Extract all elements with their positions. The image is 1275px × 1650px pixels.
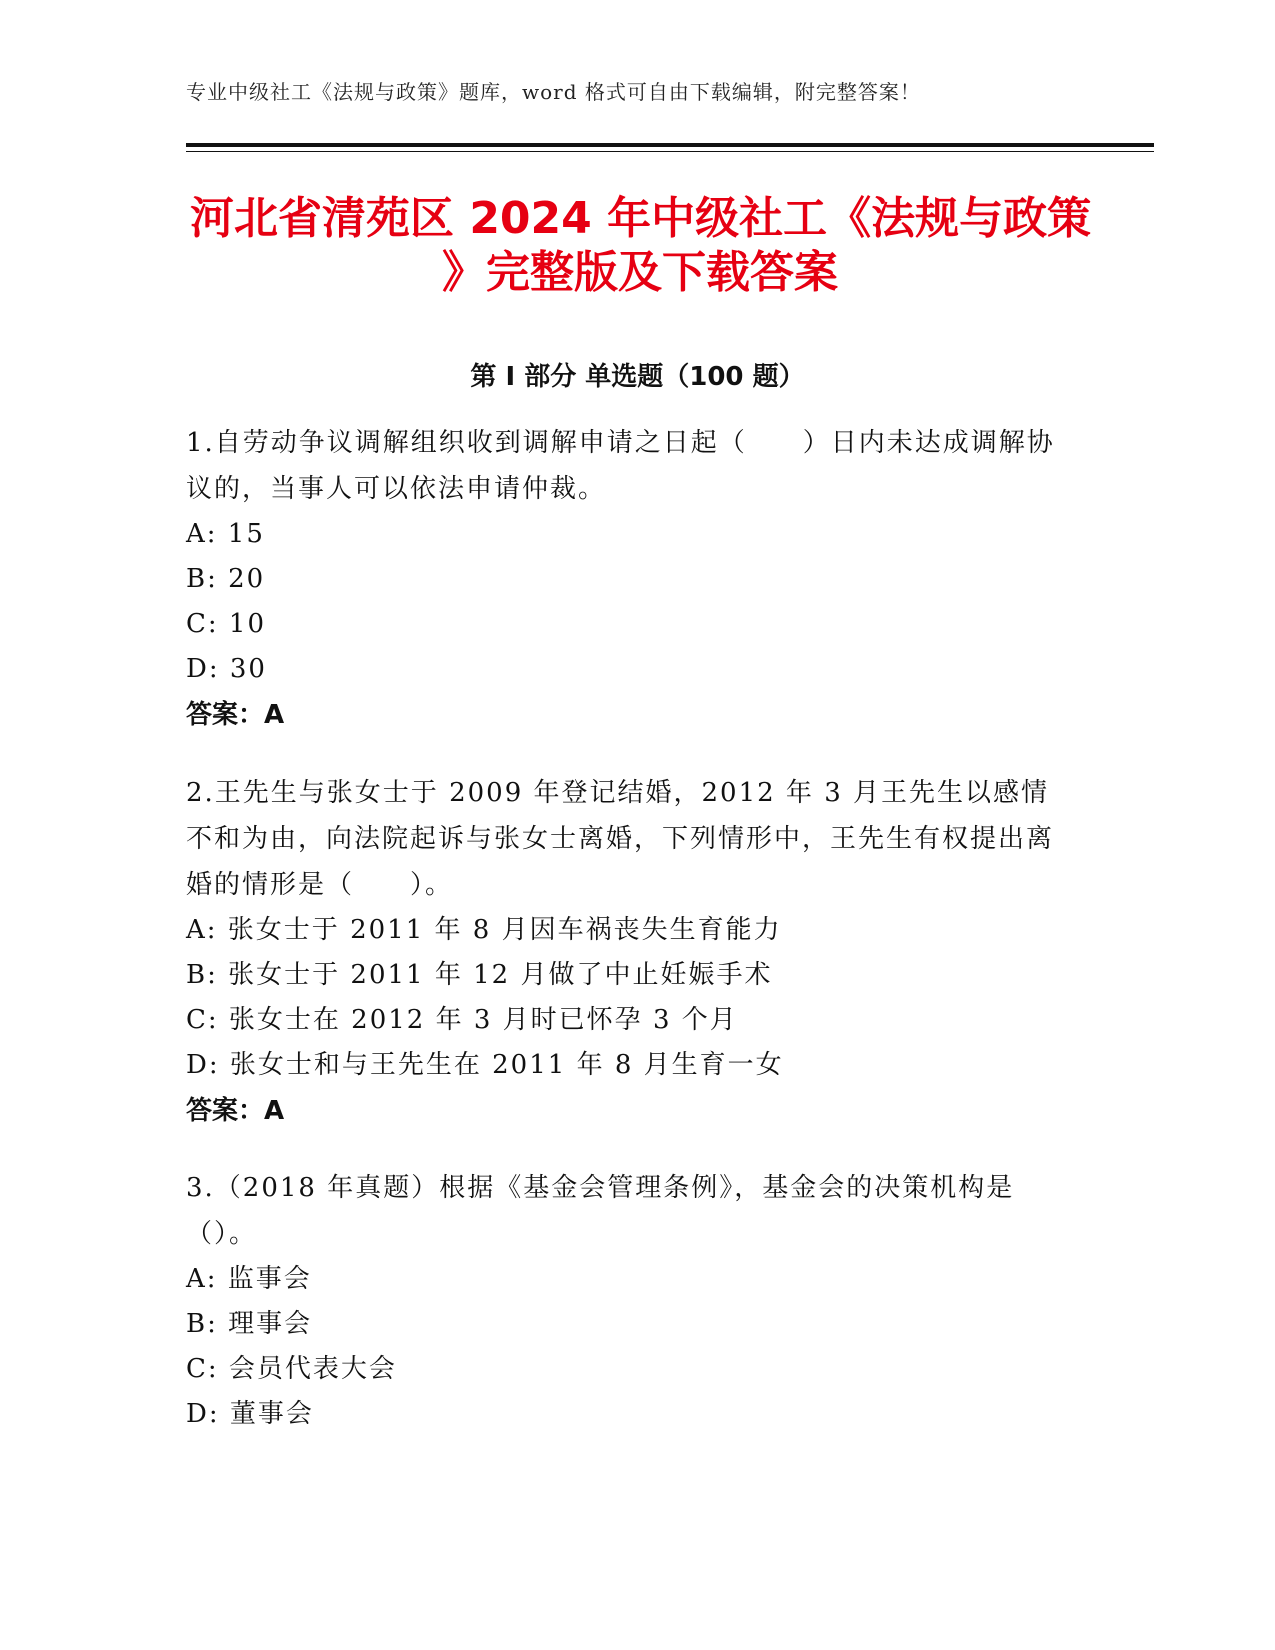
question-1-option-c: C: 10 <box>186 609 267 639</box>
question-2-answer: 答案：A <box>186 1096 285 1126</box>
header-rule-thin <box>186 151 1154 152</box>
document-title-line-2: 》完整版及下载答案 <box>442 247 838 298</box>
question-2-stem: 2.王先生与张女士于 2009 年登记结婚，2012 年 3 月王先生以感情不和为由，向法院起诉与张女士离婚，下列情形中，王先生有权提出离婚的情形是（ ）。 <box>186 778 1055 900</box>
question-3-option-b: B: 理事会 <box>186 1309 313 1339</box>
question-2-option-c: C: 张女士在 2012 年 3 月时已怀孕 3 个月 <box>186 1005 738 1035</box>
header-note: 专业中级社工《法规与政策》题库，word 格式可自由下载编辑，附完整答案！ <box>186 80 921 104</box>
question-1-option-b: B: 20 <box>186 564 266 594</box>
question-1-stem: 1.自劳动争议调解组织收到调解申请之日起（ ）日内未达成调解协议的，当事人可以依法申请仲裁。 <box>186 428 1055 504</box>
question-1-answer: 答案：A <box>186 700 285 730</box>
document-title <box>190 192 1090 300</box>
question-1 <box>186 420 1066 738</box>
document-title-line-1: 河北省清苑区 2024 年中级社工《法规与政策 <box>190 193 1092 244</box>
question-3-option-a: A: 监事会 <box>186 1264 312 1294</box>
section-heading: 第 I 部分 单选题（100 题） <box>470 362 805 392</box>
question-3-option-d: D: 董事会 <box>186 1399 314 1429</box>
question-1-option-a: A: 15 <box>186 519 265 549</box>
question-2-option-b: B: 张女士于 2011 年 12 月做了中止妊娠手术 <box>186 960 773 990</box>
question-1-option-d: D: 30 <box>186 654 267 684</box>
question-3-stem: 3.（2018 年真题）根据《基金会管理条例》，基金会的决策机构是（）。 <box>186 1173 1015 1249</box>
question-3 <box>186 1165 1066 1437</box>
question-3-option-c: C: 会员代表大会 <box>186 1354 397 1384</box>
header-rule-thick <box>186 143 1154 147</box>
question-2-option-d: D: 张女士和与王先生在 2011 年 8 月生育一女 <box>186 1050 784 1080</box>
question-2-option-a: A: 张女士于 2011 年 8 月因车祸丧失生育能力 <box>186 915 782 945</box>
question-2 <box>186 770 1066 1134</box>
